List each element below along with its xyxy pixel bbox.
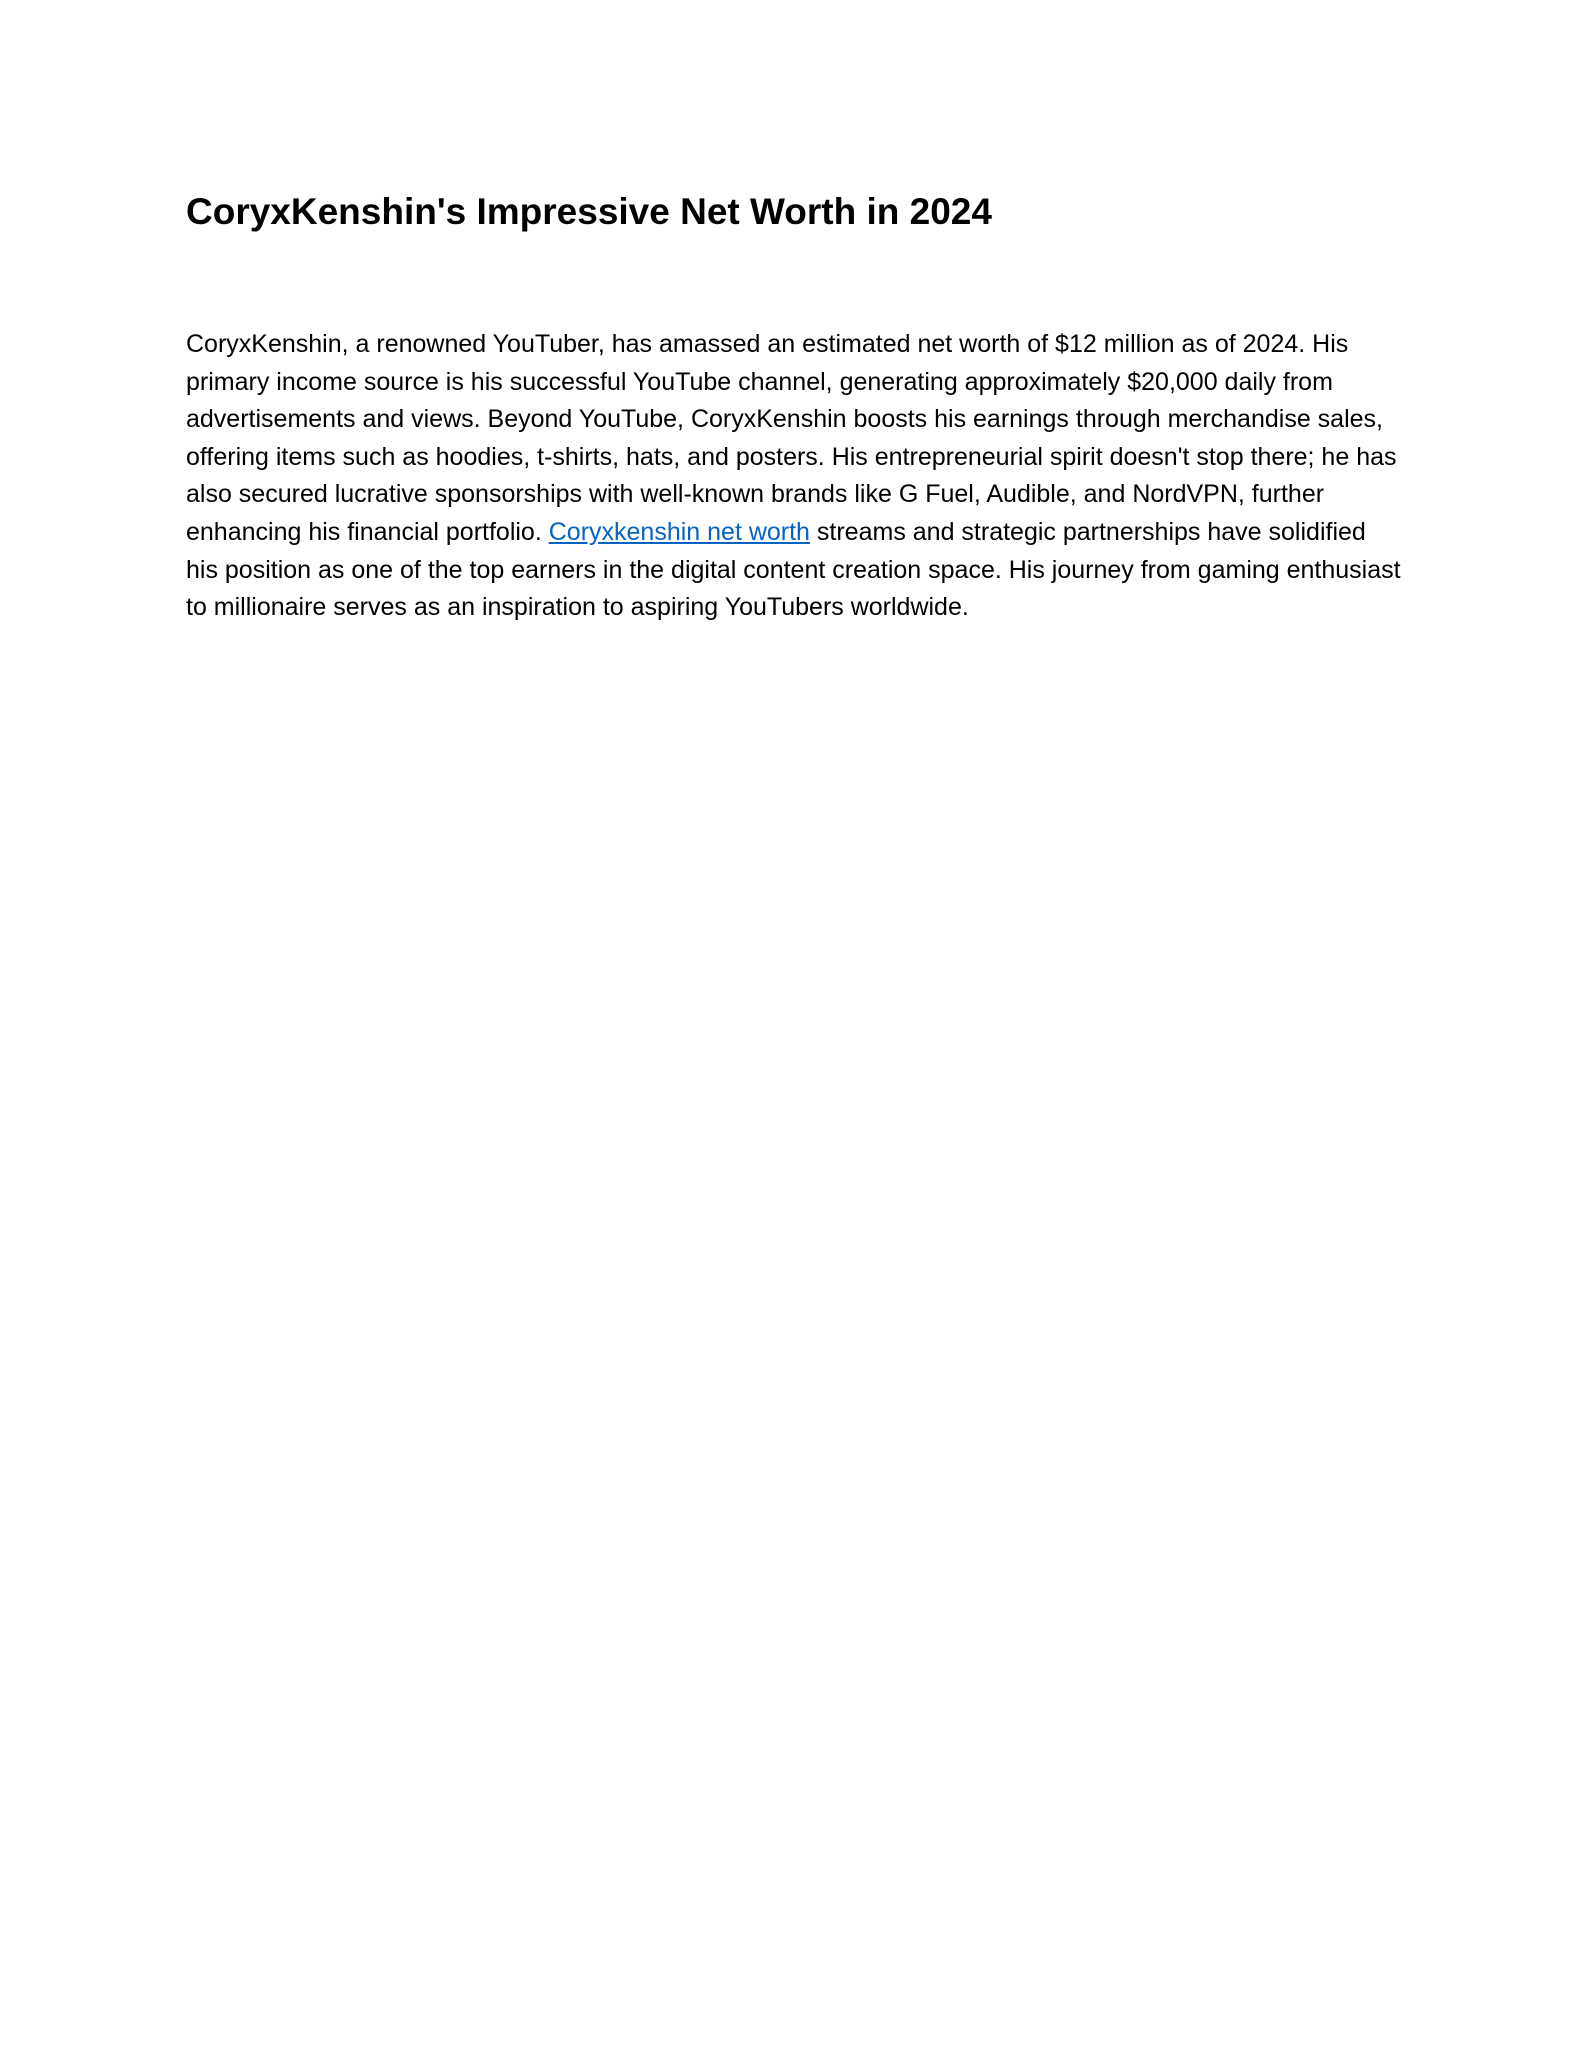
net-worth-link[interactable]: Coryxkenshin net worth [548, 517, 810, 546]
body-paragraph [186, 326, 1401, 627]
document-content [186, 186, 1406, 627]
paragraph-text-before-link: CoryxKenshin, a renowned YouTuber, has amassed an estimated net worth of $12 million as of 2024. His primary income source is his successful YouTube channel, generating approximately $20,000 daily from advertisements and views. Beyond YouTube, CoryxKenshin boosts his earnings through merchandise sales, offering items such as hoodies, t-shirts, hats, and posters. His entrepreneurial spirit doesn't stop there; he has also secured lucrative sponsorships with well-known brands like G Fuel, Audible, and NordVPN, further enhancing his financial portfolio. [186, 330, 1397, 546]
paragraph-text-after-link: streams and strategic partnerships have solidified his position as one of the top earners in the digital content creation space. His journey from gaming enthusiast to millionaire serves as an inspiration to aspiring YouTubers worldwide. [186, 517, 1401, 622]
document-title: CoryxKenshin's Impressive Net Worth in 2024 [186, 191, 992, 232]
